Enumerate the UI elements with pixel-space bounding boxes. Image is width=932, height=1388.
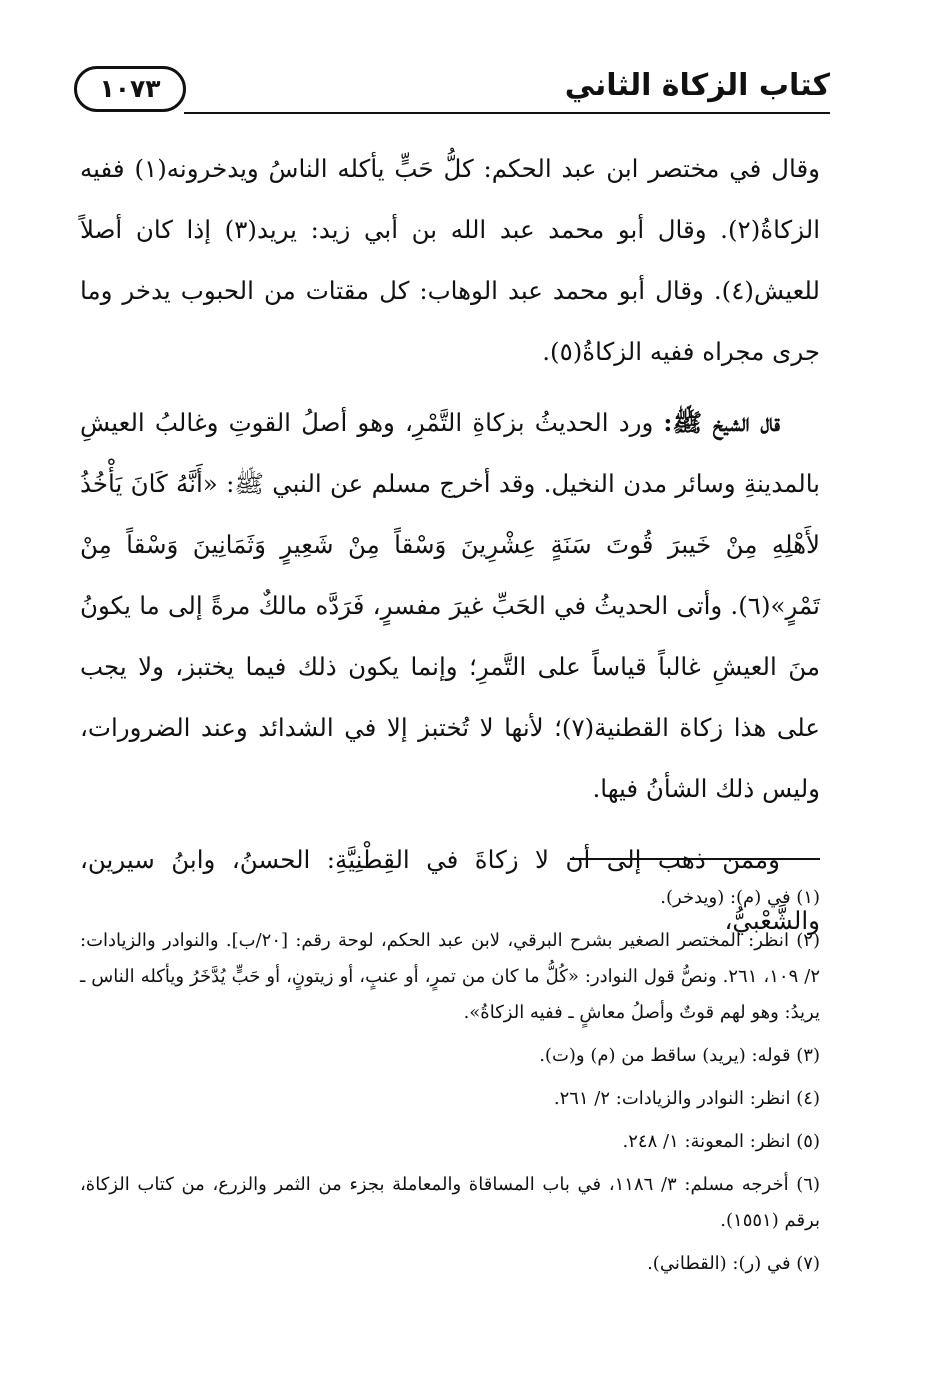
header-rule (184, 112, 830, 114)
footnote-4: (٤) انظر: النوادر والزيادات: ٢/ ٢٦١. (553, 1088, 820, 1109)
paragraph-2 (80, 392, 820, 819)
footnote-3: (٣) قوله: (يريد) ساقط من (م) و(ت). (539, 1045, 820, 1066)
paragraph-1 (80, 138, 820, 382)
footnote-7: (٧) في (ر): (القطاني). (647, 1253, 820, 1274)
footnote-1: (١) في (م): (ويدخر). (660, 887, 820, 908)
paragraph-text: وقال في مختصر ابن عبد الحكم: كلُّ حَبٍّ يأكله الناسُ ويدخرونه(١) ففيه الزكاةُ(٢). وقال أبو محمد عبد الله بن أبي زيد: يريد(٣) إذا كان أصلاً للعيش(٤). وقال أبو محمد عبد الوهاب: كل مقتات من الحبوب يدخر وما جرى مجراه ففيه الزكاةُ(٥). (80, 154, 821, 366)
footnotes (80, 880, 820, 1289)
main-text (80, 138, 820, 961)
footnote-2: (٢) انظر: المختصر الصغير بشرح البرقي، لابن عبد الحكم، لوحة رقم: [٢٠/ب]. والنوادر والزيادات: ٢/ ١٠٩، ٢٦١. ونصُّ قول النوادر: «كُلُّ ما كان من تمرٍ، أو عنبٍ، أو زيتونٍ، أو حَبٍّ يُدَّخَرُ ويأكله الناس ـ يريدُ: وهو لهم قوتٌ وأصلُ معاشٍ ـ ففيه الزكاةُ». (80, 930, 821, 1023)
speaker-label: قال الشيخ ﷺ: (663, 408, 780, 437)
footnote-5: (٥) انظر: المعونة: ١/ ٢٤٨. (622, 1131, 820, 1152)
page-header (72, 62, 830, 120)
paragraph-text: وممن ذهب إلى أن لا زكاةَ في القِطْنِيَّةِ: الحسنُ، وابنُ سيرين، والشَّعْبيُّ، (80, 845, 820, 935)
book-title: كتاب الزكاة الثاني (564, 68, 830, 103)
footnote-6: (٦) أخرجه مسلم: ٣/ ١١٨٦، في باب المساقاة والمعاملة بجزء من الثمر والزرع، من كتاب الزكاة، برقم (١٥٥١). (80, 1174, 820, 1231)
paragraph-text: ورد الحديثُ بزكاةِ التَّمْرِ، وهو أصلُ القوتِ وغالبُ العيشِ بالمدينةِ وسائر مدن النخيل. وقد أخرج مسلم عن النبي ﷺ: «أَنَّهُ كَانَ يَأْخُذُ لأَهْلِهِ مِنْ خَيبرَ قُوتَ سَنَةٍ عِشْرِينَ وَسْقاً مِنْ شَعِيرٍ وَثَمَانِينَ وَسْقاً مِنْ تَمْرٍ»(٦). وأتى الحديثُ في الحَبِّ غيرَ مفسرٍ، فَرَدَّه مالكٌ مرةً إلى ما يكونُ منَ العيشِ غالباً قياساً على التَّمرِ؛ وإنما يكون ذلك فيما يختبز، ولا يجب على هذا زكاة القطنية(٧)؛ لأنها لا تُختبز إلا في الشدائد وعند الضرورات، وليس ذلك الشأنُ فيها. (80, 408, 820, 803)
footnote-divider (570, 858, 820, 860)
page-number-badge (74, 66, 186, 112)
page-number: ١٠٧٣ (99, 74, 161, 103)
